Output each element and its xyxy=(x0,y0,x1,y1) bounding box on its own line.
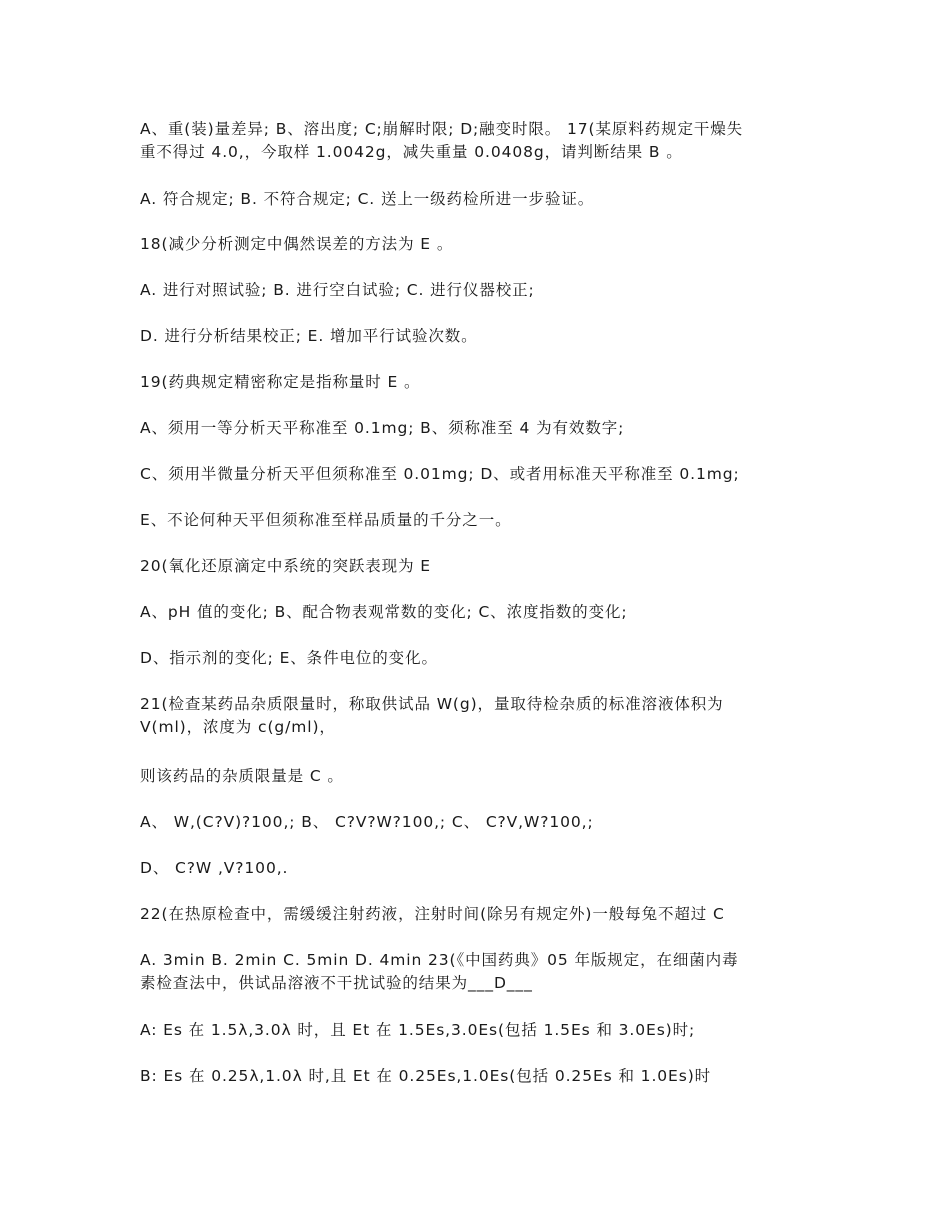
text-line: B: Es 在 0.25λ,1.0λ 时,且 Et 在 0.25Es,1.0Es(包括 0.25Es 和 1.0Es)时 xyxy=(140,1067,712,1085)
text-line: A. 3min B. 2min C. 5min D. 4min 23(《中国药典》05 年版规定，在细菌内毒 xyxy=(140,951,739,969)
paragraph-q18-options-1 xyxy=(140,279,812,302)
paragraph-q20-question xyxy=(140,555,812,578)
paragraph-q22-question xyxy=(140,903,812,926)
text-line: A. 进行对照试验; B. 进行空白试验; C. 进行仪器校正; xyxy=(140,281,535,299)
text-line: A、pH 值的变化; B、配合物表观常数的变化; C、浓度指数的变化; xyxy=(140,603,628,621)
paragraph-q21-options-1 xyxy=(140,811,812,834)
paragraph-q21-options-2 xyxy=(140,857,812,880)
paragraph-q19-options-1 xyxy=(140,417,812,440)
text-line: A、须用一等分析天平称准至 0.1mg; B、须称准至 4 为有效数字; xyxy=(140,419,625,437)
paragraph-q20-options-2 xyxy=(140,647,812,670)
text-line: V(ml)，浓度为 c(g/ml)， xyxy=(140,718,336,736)
text-line: A. 符合规定; B. 不符合规定; C. 送上一级药检所进一步验证。 xyxy=(140,190,595,208)
text-line: C、须用半微量分析天平但须称准至 0.01mg; D、或者用标准天平称准至 0.1mg; xyxy=(140,465,740,483)
paragraph-q22-options-q23 xyxy=(140,949,812,995)
paragraph-q19-options-2 xyxy=(140,463,812,486)
text-line: 18(减少分析测定中偶然误差的方法为 E 。 xyxy=(140,235,454,253)
text-line: 20(氧化还原滴定中系统的突跃表现为 E xyxy=(140,557,431,575)
paragraph-q21-question xyxy=(140,693,812,739)
paragraph-q19-question xyxy=(140,371,812,394)
paragraph-q16-options xyxy=(140,118,812,164)
text-line: 重不得过 4.0,，今取样 1.0042g，减失重量 0.0408g，请判断结果 B 。 xyxy=(140,143,683,161)
paragraph-q20-options-1 xyxy=(140,601,812,624)
text-line: A、 W,(C?V)?100,; B、 C?V?W?100,; C、 C?V,W?100,; xyxy=(140,813,594,831)
paragraph-q18-question xyxy=(140,233,812,256)
paragraph-q18-options-2 xyxy=(140,325,812,348)
text-line: 素检查法中，供试品溶液不干扰试验的结果为___D___ xyxy=(140,974,533,992)
text-line: 22(在热原检查中，需缓缓注射药液，注射时间(除另有规定外)一般每兔不超过 C xyxy=(140,905,725,923)
text-line: 则该药品的杂质限量是 C 。 xyxy=(140,767,344,785)
text-line: D. 进行分析结果校正; E. 增加平行试验次数。 xyxy=(140,327,478,345)
text-line: A、重(装)量差异; B、溶出度; C;崩解时限; D;融变时限。 17(某原料药规定干燥失 xyxy=(140,120,744,138)
text-line: D、指示剂的变化; E、条件电位的变化。 xyxy=(140,649,438,667)
paragraph-q17-options xyxy=(140,188,812,211)
text-line: 19(药典规定精密称定是指称量时 E 。 xyxy=(140,373,421,391)
text-line: D、 C?W ,V?100,. xyxy=(140,859,289,877)
document-body xyxy=(140,118,812,1088)
paragraph-q21-question-cont xyxy=(140,765,812,788)
paragraph-q19-options-3 xyxy=(140,509,812,532)
paragraph-q23-option-b xyxy=(140,1065,812,1088)
text-line: E、不论何种天平但须称准至样品质量的千分之一。 xyxy=(140,511,512,529)
paragraph-q23-option-a xyxy=(140,1019,812,1042)
text-line: 21(检查某药品杂质限量时，称取供试品 W(g)，量取待检杂质的标准溶液体积为 xyxy=(140,695,724,713)
text-line: A: Es 在 1.5λ,3.0λ 时，且 Et 在 1.5Es,3.0Es(包括 1.5Es 和 3.0Es)时; xyxy=(140,1021,696,1039)
